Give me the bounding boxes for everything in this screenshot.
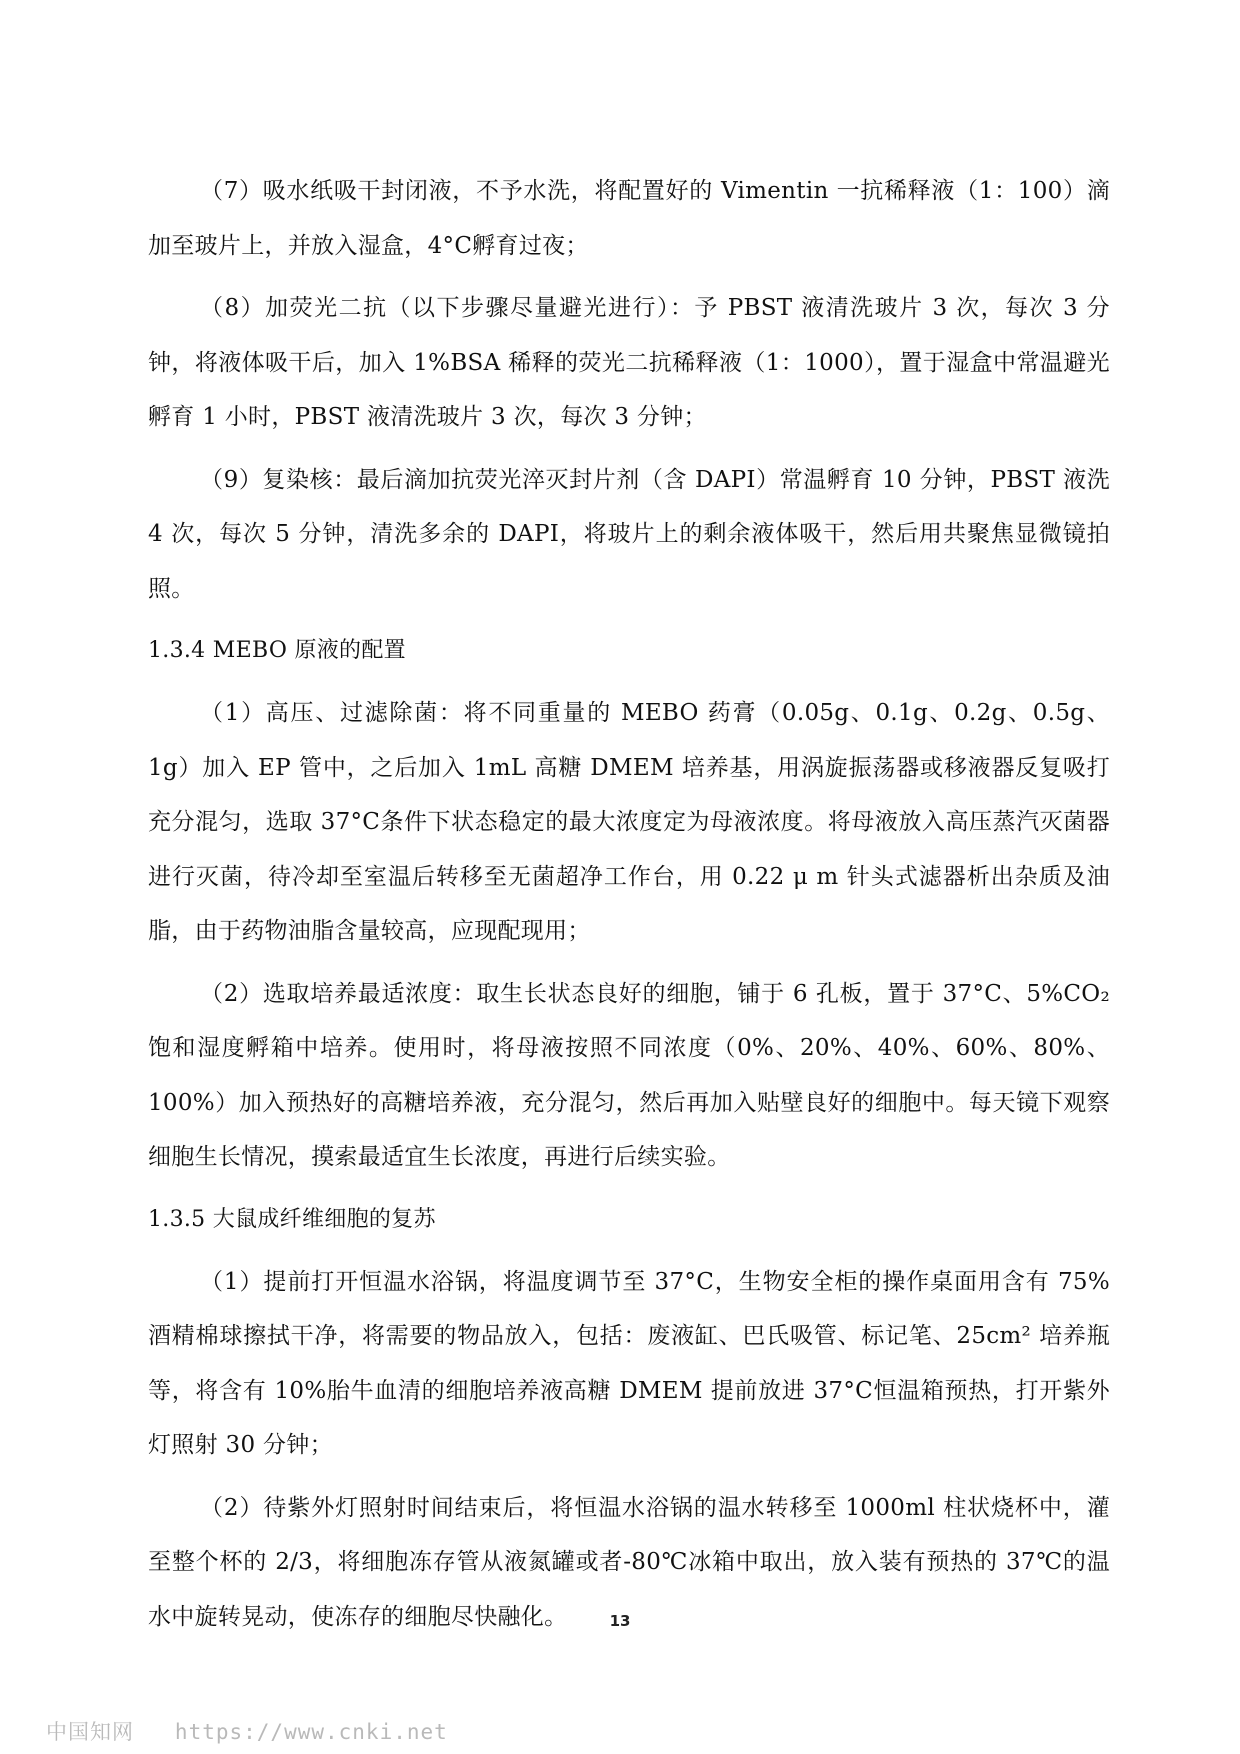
paragraph-mebo-concentration: （2）选取培养最适浓度：取生长状态良好的细胞，铺于 6 孔板，置于 37°C、5%CO₂ 饱和湿度孵箱中培养。使用时，将母液按照不同浓度（0%、20%、40%、60%、80%、100%）加入预热好的高糖培养液，充分混匀，然后再加入贴壁良好的细胞中。每天镜下观察细胞生长情况，摸索最适宜生长浓度，再进行后续实验。 <box>148 980 1110 1170</box>
source-watermark: 中国知网 https://www.cnki.net <box>46 1720 448 1744</box>
paragraph-step-8: （8）加荧光二抗（以下步骤尽量避光进行）：予 PBST 液清洗玻片 3 次，每次 3 分钟，将液体吸干后，加入 1%BSA 稀释的荧光二抗稀释液（1：1000），置于湿盒中常温避光孵育 1 小时，PBST 液清洗玻片 3 次，每次 3 分钟； <box>148 295 1110 430</box>
paragraph-recovery-step-1: （1）提前打开恒温水浴锅，将温度调节至 37°C，生物安全柜的操作桌面用含有 75%酒精棉球擦拭干净，将需要的物品放入，包括：废液缸、巴氏吸管、标记笔、25cm² 培养瓶等，将含有 10%胎牛血清的细胞培养液高糖 DMEM 提前放进 37°C恒温箱预热，打开紫外灯照射 30 分钟； <box>148 1268 1110 1458</box>
paragraph-mebo-sterilization: （1）高压、过滤除菌：将不同重量的 MEBO 药膏（0.05g、0.1g、0.2g、0.5g、1g）加入 EP 管中，之后加入 1mL 高糖 DMEM 培养基，用涡旋振荡器或移液器反复吸打充分混匀，选取 37°C条件下状态稳定的最大浓度定为母液浓度。将母液放入高压蒸汽灭菌器进行灭菌，待冷却至室温后转移至无菌超净工作台，用 0.22 μ m 针头式滤器析出杂质及油脂，由于药物油脂含量较高，应现配现用； <box>148 700 1110 944</box>
page-number: 13 <box>609 1612 631 1630</box>
section-heading-1-3-4: 1.3.4 MEBO 原液的配置 <box>148 638 406 663</box>
section-heading-1-3-5: 1.3.5 大鼠成纤维细胞的复苏 <box>148 1206 436 1232</box>
paragraph-step-9: （9）复染核：最后滴加抗荧光淬灭封片剂（含 DAPI）常温孵育 10 分钟，PBST 液洗 4 次，每次 5 分钟，清洗多余的 DAPI，将玻片上的剩余液体吸干，然后用共聚焦显微镜拍照。 <box>148 466 1110 602</box>
paragraph-step-7: （7）吸水纸吸干封闭液，不予水洗，将配置好的 Vimentin 一抗稀释液（1：100）滴加至玻片上，并放入湿盒，4°C孵育过夜； <box>148 178 1110 259</box>
page-body <box>148 164 1110 1652</box>
paragraph-recovery-step-2: （2）待紫外灯照射时间结束后，将恒温水浴锅的温水转移至 1000ml 柱状烧杯中，灌至整个杯的 2/3，将细胞冻存管从液氮罐或者-80℃冰箱中取出，放入装有预热的 37℃的温水中旋转晃动，使冻存的细胞尽快融化。 <box>148 1494 1110 1630</box>
